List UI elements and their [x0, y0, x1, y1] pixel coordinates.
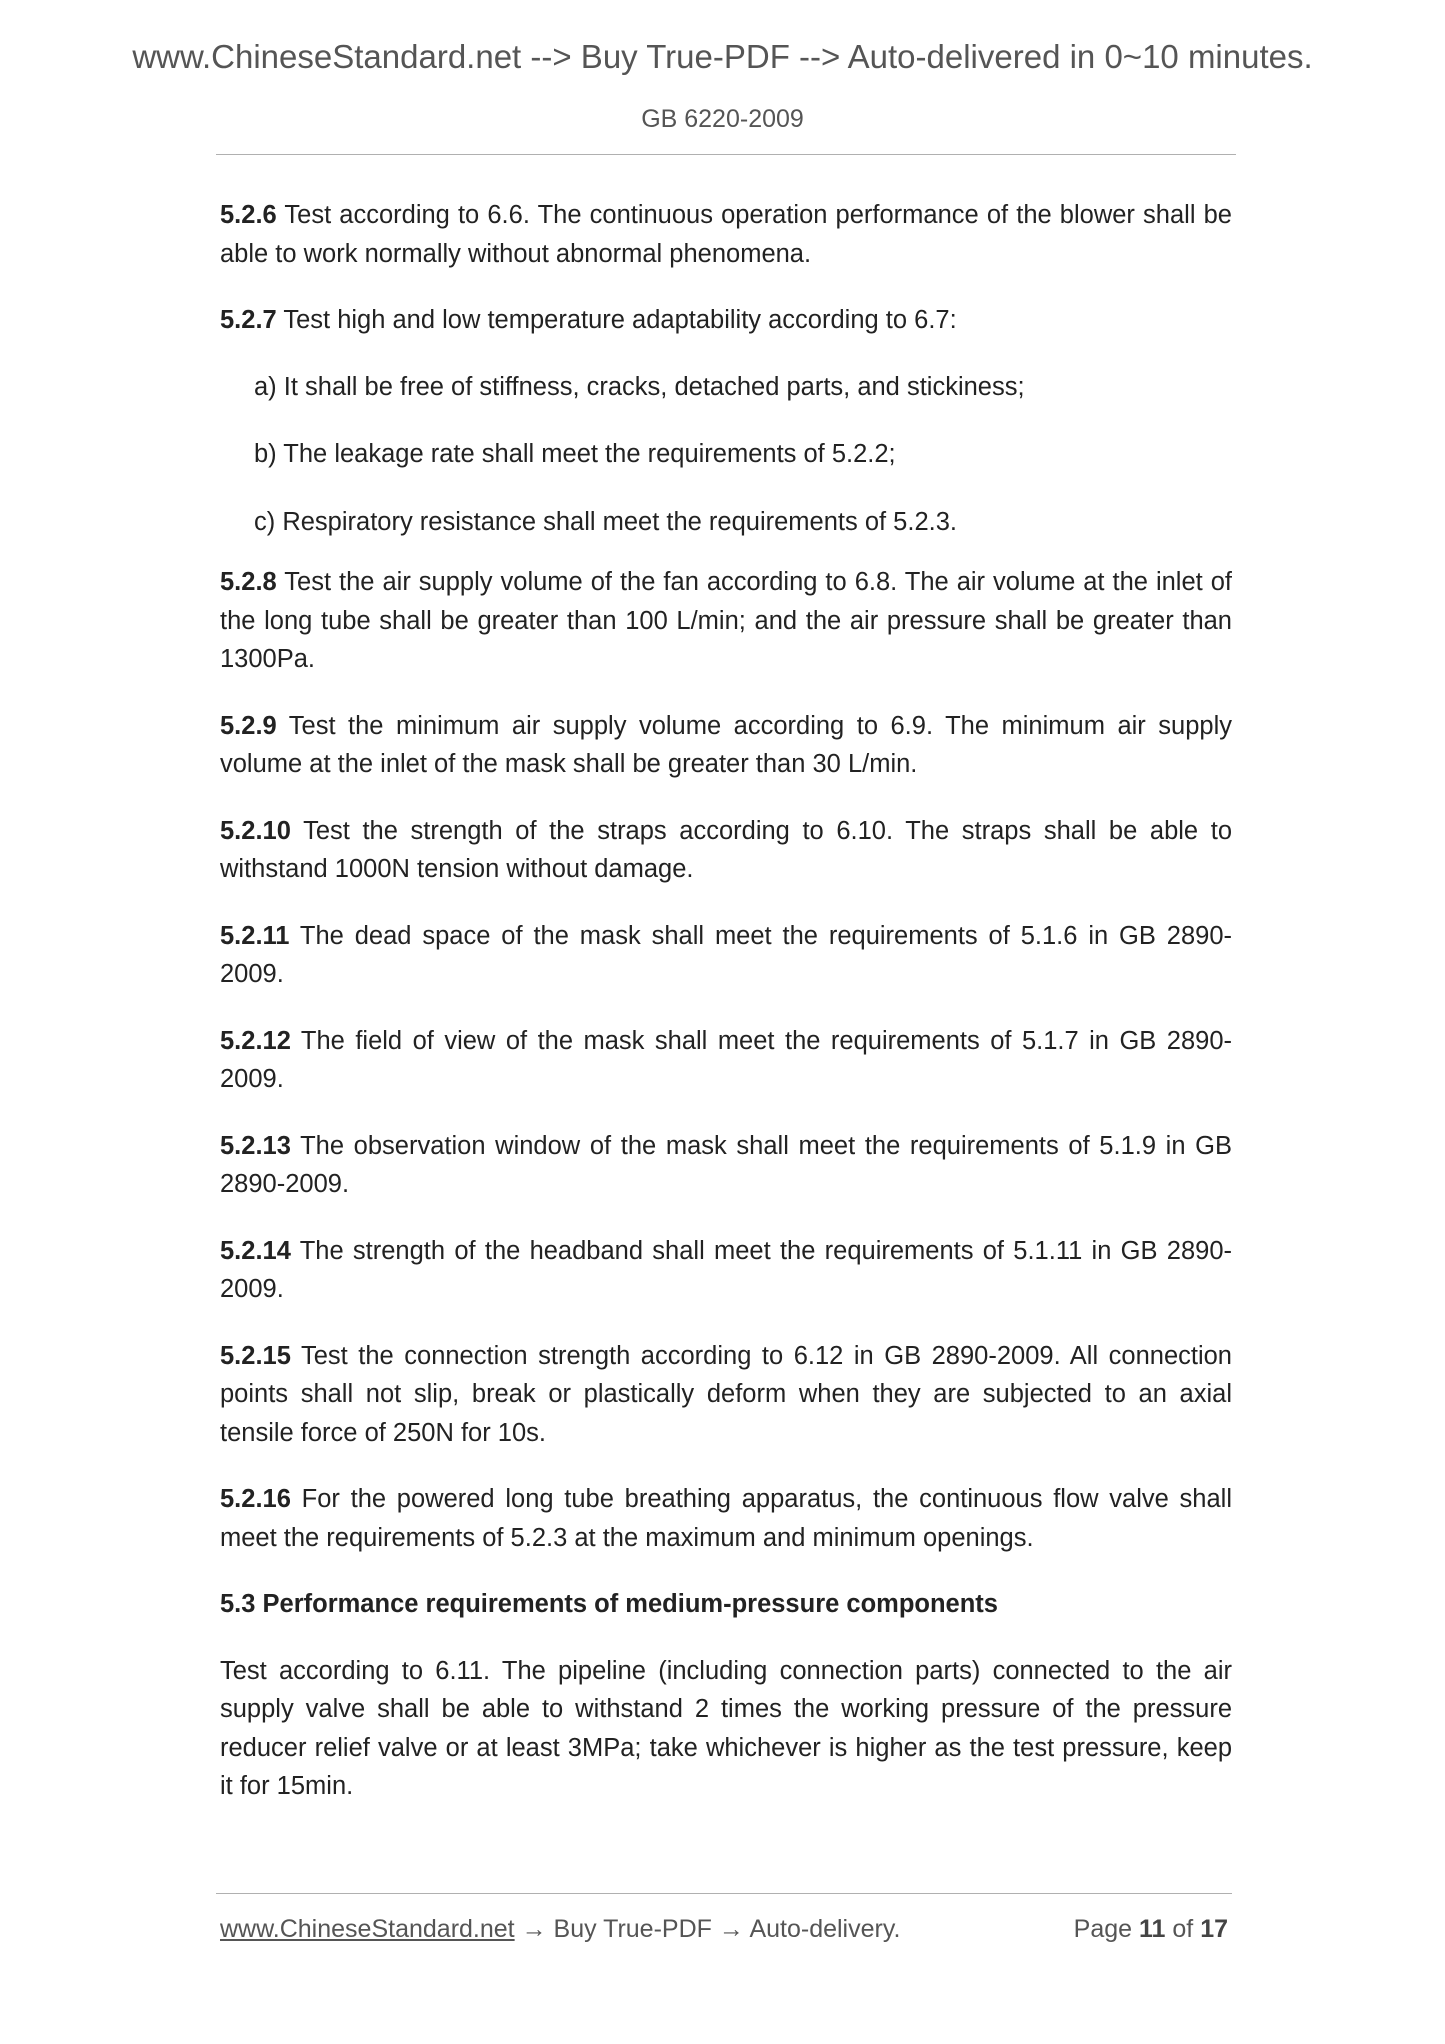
- clause-text: Test the connection strength according to 6.12 in GB 2890-2009. All connection points shall not slip, break or plastically deform when they are subjected to an axial tensile force of 250N for 10s.: [220, 1341, 1232, 1447]
- clause-5-2-10: [220, 812, 1232, 889]
- clause-number: 5.2.11: [220, 921, 290, 950]
- page-label: Page: [1073, 1915, 1133, 1943]
- clause-5-2-9: [220, 707, 1232, 784]
- clause-5-2-14: [220, 1232, 1232, 1309]
- header-divider: [216, 154, 1236, 155]
- buy-text: Buy True-PDF: [553, 1915, 712, 1943]
- delivery-text: Auto-delivery.: [749, 1915, 901, 1943]
- clause-number: 5.2.6: [220, 201, 277, 229]
- clause-text: The strength of the headband shall meet the requirements of 5.1.11 in GB 2890-2009.: [220, 1236, 1232, 1303]
- clause-text: The observation window of the mask shall meet the requirements of 5.1.9 in GB 2890-2009.: [220, 1131, 1232, 1198]
- document-body: [220, 196, 1232, 1834]
- clause-number: 5.2.7: [220, 306, 277, 334]
- clause-number: 5.2.9: [220, 711, 277, 740]
- section-paragraph: Test according to 6.11. The pipeline (including connection parts) connected to the air supply valve shall be able to withstand 2 times the working pressure of the pressure reducer relief valve or at least 3MPa; take whichever is higher as the test pressure, keep it for 15min.: [220, 1656, 1232, 1800]
- clause-text: Test the minimum air supply volume according to 6.9. The minimum air supply volume at the inlet of the mask shall be greater than 30 L/min.: [220, 711, 1232, 778]
- clause-5-2-12: [220, 1022, 1232, 1099]
- clause-5-2-13: [220, 1127, 1232, 1204]
- header-banner: www.ChineseStandard.net --> Buy True-PDF --> Auto-delivered in 0~10 minutes.: [132, 38, 1313, 75]
- clause-number: 5.2.12: [220, 1026, 291, 1055]
- clause-text: Test high and low temperature adaptability according to 6.7:: [276, 306, 957, 334]
- page-number: [1074, 1915, 1228, 1944]
- clause-5-2-8: [220, 563, 1232, 679]
- list-item: a) It shall be free of stiffness, cracks, detached parts, and stickiness;: [254, 372, 1025, 401]
- clause-5-2-16: [220, 1480, 1232, 1557]
- clause-5-2-7: [220, 301, 1232, 340]
- clause-number: 5.2.13: [220, 1131, 291, 1160]
- clause-5-2-15: [220, 1337, 1232, 1453]
- current-page: 11: [1138, 1915, 1166, 1943]
- clause-number: 5.2.14: [220, 1236, 291, 1265]
- arrow-icon: →: [521, 1915, 547, 1943]
- website-link[interactable]: www.ChineseStandard.net: [220, 1915, 515, 1943]
- clause-number: 5.2.10: [220, 816, 291, 845]
- list-item: b) The leakage rate shall meet the requirements of 5.2.2;: [254, 440, 896, 468]
- clause-number: 5.2.16: [220, 1485, 291, 1513]
- clause-text: Test according to 6.6. The continuous operation performance of the blower shall be able to work normally without abnormal phenomena.: [220, 201, 1232, 268]
- clause-text: For the powered long tube breathing apparatus, the continuous flow valve shall meet the requirements of 5.2.3 at the maximum and minimum openings.: [220, 1485, 1232, 1552]
- section-heading: 5.3 Performance requirements of medium-pressure components: [220, 1590, 998, 1618]
- document-code: GB 6220-2009: [641, 105, 804, 133]
- of-label: of: [1172, 1915, 1194, 1943]
- list-item: c) Respiratory resistance shall meet the requirements of 5.2.3.: [254, 507, 957, 536]
- total-pages: 17: [1200, 1915, 1228, 1943]
- clause-number: 5.2.15: [220, 1341, 291, 1370]
- arrow-icon: →: [718, 1915, 744, 1943]
- clause-number: 5.2.8: [220, 568, 277, 596]
- footer-divider: [216, 1893, 1232, 1894]
- clause-text: Test the strength of the straps according to 6.10. The straps shall be able to withstand 1000N tension without damage.: [220, 816, 1232, 883]
- clause-5-2-6: [220, 196, 1232, 273]
- clause-text: The field of view of the mask shall meet the requirements of 5.1.7 in GB 2890-2009.: [220, 1026, 1232, 1093]
- footer-promo: [220, 1915, 900, 1944]
- clause-5-2-11: [220, 917, 1232, 994]
- clause-text: The dead space of the mask shall meet the requirements of 5.1.6 in GB 2890-2009.: [220, 921, 1232, 988]
- clause-text: Test the air supply volume of the fan according to 6.8. The air volume at the inlet of the long tube shall be greater than 100 L/min; and the air pressure shall be greater than 1300Pa.: [220, 568, 1232, 673]
